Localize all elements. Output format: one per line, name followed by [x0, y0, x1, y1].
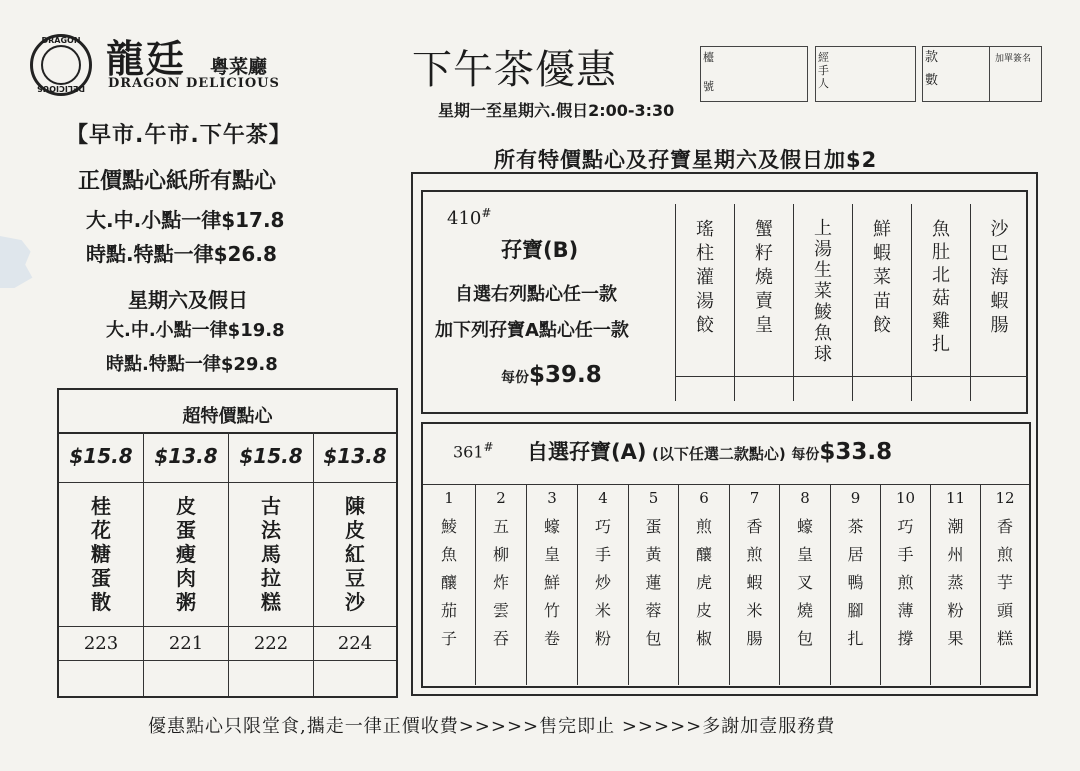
set-a-item — [577, 485, 628, 685]
set-b-item-foot — [853, 376, 911, 401]
box-table-number[interactable] — [700, 46, 808, 102]
super-special-title: 超特價點心 — [182, 406, 273, 427]
set-b-item-foot — [912, 376, 970, 401]
set-b-item-foot — [676, 376, 734, 401]
box-label-char: 數 — [925, 73, 939, 88]
set-b-code — [447, 206, 491, 229]
set-a-item — [729, 485, 779, 685]
set-b-item-name: 上 湯 生 菜 鯪 魚 球 — [814, 218, 832, 365]
set-a-item-name: 鯪 魚 釀 茄 子 — [440, 517, 457, 648]
set-a-item-number: 2 — [496, 489, 506, 507]
special-code: 223 — [83, 633, 119, 654]
set-b-line2: 加下列孖寶A點心任一款 — [435, 320, 629, 341]
set-b-item-name: 蟹 籽 燒 賣 皇 — [755, 219, 773, 336]
weekend-price-1: 大.中.小點一律$19.8 — [106, 320, 285, 341]
box-label-char: 號 — [703, 80, 714, 93]
box-label-char: 檯 — [703, 51, 714, 64]
special-price: $15.8 — [239, 444, 303, 468]
weekday-price-2: 時點.特點一律$26.8 — [86, 242, 277, 266]
set-b-box — [421, 190, 1028, 414]
set-b-item-foot — [794, 376, 852, 401]
set-a-item — [423, 485, 475, 685]
set-a-item-number: 5 — [648, 489, 659, 507]
set-a-title-line — [527, 436, 892, 466]
set-a-item-name: 蠔 皇 鮮 竹 卷 — [543, 517, 560, 648]
special-code: 221 — [168, 633, 204, 654]
set-a-item-name: 茶 居 鴨 腳 扎 — [847, 517, 864, 648]
box-label-char: 人 — [818, 77, 829, 90]
set-b-code-number: 410 — [447, 208, 482, 229]
set-b-hash: # — [481, 206, 492, 220]
page-title: 下午茶優惠 — [412, 47, 617, 93]
set-a-item-number: 7 — [749, 489, 760, 507]
set-a-hash: # — [483, 440, 494, 454]
set-a-item-number: 1 — [444, 489, 454, 507]
set-b-price-line — [501, 362, 602, 388]
set-a-item-number: 4 — [598, 489, 608, 507]
set-b-price: $39.8 — [529, 362, 602, 388]
logo-ring-top: DRAGON — [41, 36, 81, 45]
set-b-items-grid — [675, 204, 1028, 401]
set-a-code-number: 361 — [453, 442, 484, 462]
set-a-item-number: 3 — [547, 489, 557, 507]
pricing-subheading: 正價點心紙所有點心 — [78, 169, 277, 194]
set-b-item — [970, 204, 1028, 401]
set-a-price-prefix: 每份 — [791, 447, 820, 463]
set-b-title: 孖寶(B) — [501, 238, 579, 262]
weekend-heading: 星期六及假日 — [128, 288, 248, 312]
set-a-item-name: 蠔 皇 叉 燒 包 — [796, 517, 813, 648]
set-a-item-name: 巧 手 煎 薄 撐 — [897, 517, 914, 648]
weekend-price-2: 時點.特點一律$29.8 — [106, 354, 278, 375]
special-price: $13.8 — [154, 444, 218, 468]
set-a-price: $33.8 — [819, 439, 893, 465]
set-b-item — [675, 204, 734, 401]
set-a-item-name: 煎 釀 虎 皮 椒 — [695, 517, 712, 648]
set-a-item-number: 8 — [800, 489, 810, 507]
set-a-item-number: 6 — [699, 489, 709, 507]
box-divider — [989, 47, 990, 101]
set-a-item — [526, 485, 577, 685]
set-b-item — [793, 204, 852, 401]
set-b-item — [911, 204, 970, 401]
set-b-item-name: 瑤 柱 灌 湯 餃 — [696, 219, 714, 336]
set-b-item — [852, 204, 911, 401]
special-price: $13.8 — [323, 444, 387, 468]
set-b-item-foot — [971, 376, 1028, 401]
hours-line: 星期一至星期六.假日2:00-3:30 — [438, 101, 675, 120]
logo-emblem — [30, 34, 92, 96]
set-b-item-foot — [735, 376, 793, 401]
set-a-item-name: 香 煎 芋 頭 糕 — [996, 517, 1013, 648]
box-handler[interactable] — [815, 46, 916, 102]
set-a-code — [453, 440, 494, 461]
special-name: 皮 蛋 瘦 肉 粥 — [176, 494, 196, 614]
surcharge-note: 所有特價點心及孖寶星期六及假日加$2 — [494, 148, 878, 172]
logo-name-cn: 龍廷 — [106, 36, 187, 81]
set-b-item — [734, 204, 793, 401]
logo-name-en: DRAGON DELICIOUS — [108, 76, 280, 91]
set-a-item — [475, 485, 526, 685]
set-a-box — [421, 422, 1031, 688]
set-a-item — [678, 485, 729, 685]
set-b-item-name: 沙 巴 海 蝦 腸 — [990, 219, 1009, 336]
special-name: 陳 皮 紅 豆 沙 — [345, 494, 365, 614]
set-a-item-name: 潮 州 蒸 粉 果 — [947, 517, 964, 648]
box-label-char: 手 — [818, 64, 829, 77]
set-a-item-name: 巧 手 炒 米 粉 — [594, 517, 611, 648]
set-b-item-name: 鮮 蝦 菜 苗 餃 — [873, 219, 891, 336]
box-label-char: 經 — [818, 51, 829, 64]
set-a-item-number: 12 — [995, 489, 1015, 507]
set-a-item — [779, 485, 830, 685]
box-label-extra-order: 加單簽名 — [995, 54, 1032, 64]
box-amount[interactable] — [922, 46, 1042, 102]
box-label-char: 款 — [925, 50, 939, 65]
set-a-item — [628, 485, 678, 685]
logo-ring-bottom: DELICIOUS — [36, 84, 86, 93]
set-a-item-number: 10 — [895, 489, 916, 507]
footer-note: 優惠點心只限堂食,攜走一律正價收費>>>>>售完即止 >>>>>多謝加壹服務費 — [148, 716, 836, 737]
set-a-item — [980, 485, 1029, 685]
pricing-heading: 【早市.午市.下午茶】 — [66, 123, 292, 148]
set-a-item-number: 9 — [850, 489, 861, 507]
set-a-item — [930, 485, 980, 685]
set-a-item — [880, 485, 930, 685]
special-price: $15.8 — [69, 444, 133, 468]
special-name: 桂 花 糖 蛋 散 — [91, 494, 111, 614]
logo-subtitle-cn: 粵菜廳 — [210, 56, 268, 78]
set-b-item-name: 魚 肚 北 菇 雞 扎 — [932, 219, 950, 355]
paper-tear — [0, 236, 36, 288]
weekday-price-1: 大.中.小點一律$17.8 — [86, 208, 285, 232]
special-name: 古 法 馬 拉 糕 — [261, 494, 281, 614]
special-code: 222 — [253, 633, 289, 654]
logo-inner-ring — [41, 45, 81, 85]
set-b-line1: 自選右列點心任一款 — [455, 284, 617, 305]
set-a-item-name: 蛋 黃 蓮 蓉 包 — [645, 517, 662, 648]
set-a-item-name: 香 煎 蝦 米 腸 — [746, 517, 763, 648]
set-a-items-grid — [423, 484, 1029, 687]
set-a-item-name: 五 柳 炸 雲 吞 — [492, 517, 509, 648]
set-a-item — [830, 485, 880, 685]
set-a-item-number: 11 — [945, 489, 966, 507]
super-special-table — [57, 388, 398, 698]
set-b-price-prefix: 每份 — [501, 370, 529, 386]
set-a-note: (以下任選二款點心) — [652, 445, 786, 463]
set-a-title: 自選孖寶(A) — [527, 440, 647, 464]
special-code: 224 — [337, 633, 373, 654]
